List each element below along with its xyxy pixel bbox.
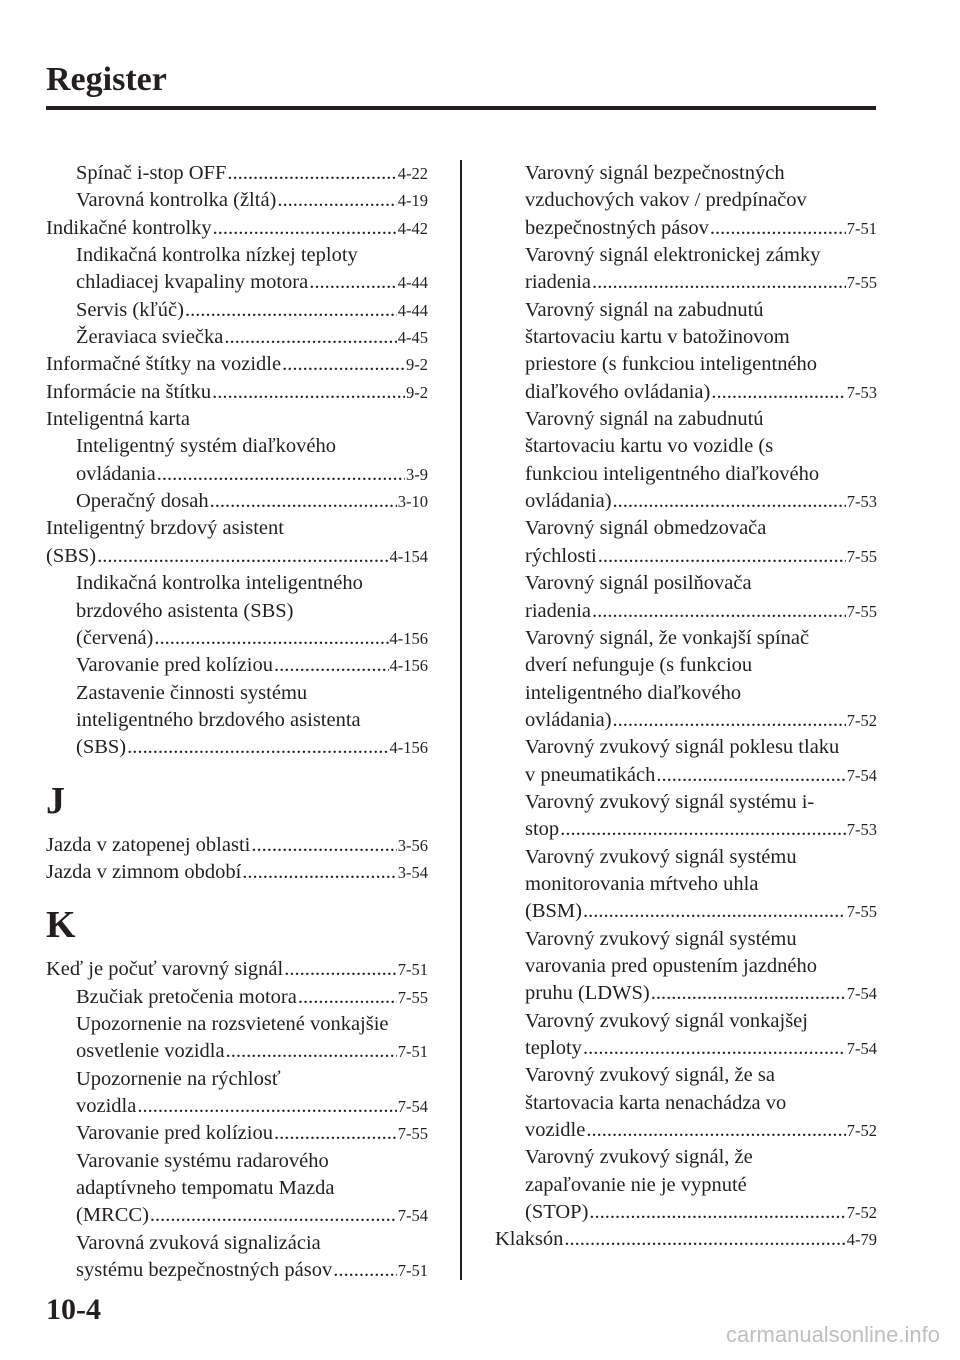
index-entry-text: Indikačné kontrolky (46, 216, 212, 239)
dot-leader (210, 488, 397, 515)
index-entry-line (495, 707, 877, 734)
index-entry-text: Varovný signál na zabudnutú (525, 298, 764, 321)
index-entry-text: dverí nefunguje (s funkciou (525, 654, 753, 677)
dot-leader (154, 625, 388, 652)
dot-leader (564, 1226, 845, 1253)
index-entry-text: Varovný signál posilňovača (525, 572, 752, 595)
index-entry (46, 859, 428, 886)
index-entry-text: osvetlenie vozidla (76, 1040, 225, 1063)
dot-leader (656, 762, 845, 789)
dot-leader (97, 543, 388, 570)
index-entry-text: Varovný zvukový signál vonkajšej (525, 1009, 808, 1032)
page-reference: 7-53 (846, 820, 877, 840)
index-entry-text: monitorovania mŕtveho uhla (525, 872, 759, 895)
index-entry-line (46, 625, 428, 652)
index-entry-line (495, 1117, 877, 1144)
index-entry-line (495, 488, 877, 515)
index-entry-line (495, 379, 877, 406)
page-reference: 4-19 (397, 191, 428, 211)
index-entry-text: ovládania) (525, 490, 612, 513)
index-entry-line (495, 543, 877, 570)
page-reference: 7-54 (846, 765, 877, 785)
index-entry (495, 297, 877, 406)
index-entry (46, 215, 428, 242)
index-entry (495, 1144, 877, 1226)
index-entry-text: ovládania) (525, 708, 612, 731)
dot-leader (583, 898, 846, 925)
index-entry-text: Varovný signál, že vonkajší spínač (525, 626, 810, 649)
index-entry-line (46, 297, 428, 324)
index-entry-text: Varovný zvukový signál, že (525, 1146, 753, 1169)
index-entry-line (46, 734, 428, 761)
dot-leader (282, 351, 405, 378)
index-entry (46, 570, 428, 652)
index-entry-line (46, 984, 428, 1011)
page-reference: 7-51 (397, 1042, 428, 1062)
index-entry (495, 789, 877, 844)
index-entry-line (46, 351, 428, 378)
index-entry-text: Varovný signál na zabudnutú (525, 408, 764, 431)
index-entry-text: Indikačná kontrolka nízkej teploty (76, 244, 358, 267)
index-entry (46, 488, 428, 515)
index-entry-text: Inteligentná karta (46, 408, 191, 431)
index-entry-line (46, 269, 428, 296)
dot-leader (274, 652, 389, 679)
dot-leader (298, 984, 397, 1011)
index-entry-line (46, 956, 428, 983)
index-entry-text: Upozornenie na rozsvietené vonkajšie (76, 1012, 389, 1035)
index-entry (46, 1148, 428, 1230)
index-entry-text: Spínač i-stop OFF (76, 162, 227, 184)
index-entry-text: diaľkového ovládania) (525, 380, 711, 403)
page-reference: 7-53 (846, 382, 877, 402)
page-reference: 3-56 (397, 835, 428, 855)
index-entry-text: (červená) (76, 626, 154, 649)
index-entry-text: Varovný zvukový signál systému i- (525, 790, 815, 813)
dot-leader (226, 1038, 397, 1065)
index-entry-text: brzdového asistenta (SBS) (76, 599, 294, 622)
index-entry-line (495, 598, 877, 625)
index-entry-text: stop (525, 818, 560, 841)
page-reference: 7-53 (846, 492, 877, 512)
index-entry-text: inteligentného diaľkového (525, 681, 742, 704)
index-entry (46, 652, 428, 679)
index-entry-text: Varovný zvukový signál systému (525, 927, 797, 950)
column-divider (460, 160, 462, 1280)
index-entry-line (46, 324, 428, 351)
dot-leader (583, 1035, 846, 1062)
page-reference: 9-2 (406, 382, 428, 402)
dot-leader (150, 1202, 397, 1229)
dot-leader (560, 816, 846, 843)
dot-leader (242, 859, 396, 886)
header-rule (46, 106, 876, 110)
dot-leader (333, 1257, 397, 1284)
index-entry (495, 1226, 877, 1253)
index-entry-line (495, 269, 877, 296)
dot-leader (224, 324, 396, 351)
index-entry (46, 160, 428, 187)
index-entry (495, 160, 877, 242)
index-entry-text: Zastavenie činnosti systému (76, 681, 308, 704)
index-entry-text: Operačný dosah (76, 490, 209, 513)
index-letter-heading: K (46, 904, 76, 947)
dot-leader (137, 1093, 396, 1120)
page-reference: 7-54 (397, 1096, 428, 1116)
page-header-title: Register (46, 61, 167, 98)
index-entry-text: Varovanie systému radarového (76, 1149, 329, 1172)
page-reference: 7-54 (397, 1206, 428, 1226)
index-entry-text: (MRCC) (76, 1204, 149, 1227)
index-entry-text: (STOP) (525, 1201, 589, 1224)
index-entry-line (46, 187, 428, 214)
index-entry-text: Varovný signál bezpečnostných (525, 162, 785, 184)
index-entry (495, 1008, 877, 1063)
index-entry (46, 406, 428, 433)
page-reference: 4-156 (389, 656, 428, 676)
index-entry (495, 406, 877, 515)
dot-leader (157, 461, 405, 488)
index-entry-text: varovania pred opustením jazdného (525, 954, 818, 977)
index-entry-line (46, 1257, 428, 1284)
index-entry (495, 570, 877, 625)
page-reference: 4-79 (846, 1230, 877, 1250)
page-reference: 7-55 (846, 902, 877, 922)
page-reference: 7-55 (846, 273, 877, 293)
index-entry (495, 625, 877, 734)
index-entry (46, 832, 428, 859)
index-entry-text: Indikačná kontrolka inteligentného (76, 572, 363, 595)
index-entry-line (495, 816, 877, 843)
index-entry-text: Inteligentný brzdový asistent (46, 517, 284, 540)
index-entry-text: (SBS) (76, 736, 127, 759)
index-entry-text: inteligentného brzdového asistenta (76, 708, 361, 731)
index-entry (46, 1230, 428, 1285)
index-entry-line (46, 1120, 428, 1147)
index-entry-line (46, 652, 428, 679)
index-entry (46, 324, 428, 351)
index-entry-text: Varovanie pred kolíziou (76, 1122, 273, 1145)
index-entry-line (46, 406, 428, 433)
dot-leader (592, 598, 846, 625)
index-entry-text: Varovný zvukový signál systému (525, 845, 797, 868)
dot-leader (185, 297, 397, 324)
index-entry-text: priestore (s funkciou inteligentného (525, 353, 818, 376)
index-entry-text: ovládania (76, 462, 156, 485)
dot-leader (227, 160, 396, 187)
dot-leader (274, 1120, 397, 1147)
index-entry (46, 1120, 428, 1147)
dot-leader (589, 1199, 845, 1226)
index-entry-text: bezpečnostných pásov (525, 216, 709, 239)
page-reference: 7-51 (846, 218, 877, 238)
index-entry (495, 844, 877, 926)
index-entry (46, 1066, 428, 1121)
index-column-right (495, 160, 877, 1254)
index-entry-text: chladiacej kvapaliny motora (76, 271, 309, 294)
dot-leader (251, 832, 396, 859)
index-entry-text: funkciou inteligentného diaľkového (525, 462, 820, 485)
page-reference: 7-51 (397, 960, 428, 980)
page-reference: 4-44 (397, 300, 428, 320)
page-reference: 3-54 (397, 862, 428, 882)
page-number: 10-4 (46, 1293, 101, 1326)
index-entry-line (46, 1202, 428, 1229)
index-entry-text: vozidle (525, 1119, 586, 1142)
index-entry (46, 297, 428, 324)
dot-leader (309, 269, 397, 296)
page-reference: 7-54 (846, 1039, 877, 1058)
page-reference: 4-156 (389, 738, 428, 758)
index-entry (46, 984, 428, 1011)
index-entry-line (495, 1035, 877, 1062)
index-entry (495, 926, 877, 1008)
index-entry-text: v pneumatikách (525, 763, 656, 786)
dot-leader (212, 379, 405, 406)
index-entry-text: Informácie na štítku (46, 380, 212, 403)
dot-leader (711, 379, 845, 406)
page-reference: 7-54 (846, 984, 877, 1004)
page-reference: 7-51 (397, 1261, 428, 1281)
dot-leader (127, 734, 388, 761)
page-reference: 4-42 (397, 218, 428, 238)
index-entry-text: zapaľovanie nie je vypnuté (525, 1173, 747, 1196)
index-entry (46, 433, 428, 488)
index-entry-line (46, 1038, 428, 1065)
index-entry (46, 956, 428, 983)
page-reference: 4-154 (389, 546, 428, 566)
index-entry (46, 680, 428, 762)
dot-leader (613, 488, 846, 515)
index-entry (495, 242, 877, 297)
dot-leader (598, 543, 846, 570)
dot-leader (710, 215, 846, 242)
index-entry-line (46, 461, 428, 488)
index-entry (46, 351, 428, 378)
index-entry-text: riadenia (525, 271, 592, 294)
index-entry (46, 187, 428, 214)
index-entry-line (46, 543, 428, 570)
dot-leader (592, 269, 846, 296)
index-entry-text: Žeraviaca sviečka (76, 326, 224, 349)
page-reference: 4-44 (397, 273, 428, 293)
index-entry-text: Klaksón (495, 1228, 564, 1251)
index-entry-text: teploty (525, 1037, 582, 1059)
page-reference: 7-55 (846, 601, 877, 621)
index-entry-text: štartovaciu kartu vo vozidle (s (525, 435, 774, 458)
index-entry-text: riadenia (525, 599, 592, 622)
index-entry-text: pruhu (LDWS) (525, 982, 650, 1005)
page-reference: 7-55 (397, 1124, 428, 1144)
page-reference: 7-52 (846, 1203, 877, 1223)
index-entry-text: Varovný signál obmedzovača (525, 517, 767, 540)
page-reference: 3-9 (406, 464, 428, 484)
dot-leader (613, 707, 846, 734)
watermark: carmanualsonline.info (725, 1322, 940, 1347)
index-entry-text: Servis (kľúč) (76, 298, 184, 321)
index-entry-text: (SBS) (46, 544, 97, 567)
index-entry (495, 515, 877, 570)
index-entry-line (46, 832, 428, 859)
page-reference: 3-10 (397, 492, 428, 512)
dot-leader (213, 215, 397, 242)
index-entry-text: Jazda v zatopenej oblasti (46, 833, 251, 856)
index-entry-text: systému bezpečnostných pásov (76, 1259, 333, 1282)
index-entry (495, 734, 877, 789)
page-reference: 9-2 (406, 355, 428, 375)
index-entry-text: Varovná zvuková signalizácia (76, 1231, 321, 1254)
index-entry-line (495, 215, 877, 242)
index-entry-line (46, 160, 428, 187)
index-entry-line (46, 215, 428, 242)
index-entry-text: štartovaciu kartu v batožinovom (525, 326, 790, 349)
index-entry-text: vozidla (76, 1094, 137, 1117)
page-reference: 7-55 (397, 987, 428, 1007)
index-entry (46, 1011, 428, 1066)
index-entry (46, 379, 428, 406)
dot-leader (284, 956, 397, 983)
index-entry-text: Upozornenie na rýchlosť (76, 1067, 281, 1090)
index-entry-line (46, 379, 428, 406)
index-entry-text: Informačné štítky na vozidle (46, 353, 282, 376)
index-entry-line (495, 762, 877, 789)
index-entry-line (495, 898, 877, 925)
index-entry-line (495, 1199, 877, 1226)
index-entry-text: Bzučiak pretočenia motora (76, 985, 297, 1008)
index-entry-line (495, 980, 877, 1007)
index-entry-text: Varovná kontrolka (žltá) (76, 189, 277, 212)
index-entry-text: adaptívneho tempomatu Mazda (76, 1177, 335, 1199)
page-reference: 4-156 (389, 628, 428, 648)
index-entry-text: štartovacia karta nenachádza vo (525, 1091, 787, 1114)
index-entry-text: Varovanie pred kolíziou (76, 654, 273, 677)
index-entry-text: Varovný zvukový signál, že sa (525, 1064, 775, 1087)
index-entry-text: Varovný signál elektronickej zámky (525, 244, 821, 267)
index-entry-text: rýchlosti (525, 544, 597, 567)
index-entry-text: Varovný zvukový signál poklesu tlaku (525, 736, 840, 759)
index-entry-line (46, 488, 428, 515)
dot-leader (651, 980, 846, 1007)
dot-leader (277, 187, 396, 214)
dot-leader (586, 1117, 845, 1144)
index-entry (495, 1062, 877, 1144)
page-reference: 7-55 (846, 546, 877, 566)
index-entry (46, 242, 428, 297)
index-entry-text: Jazda v zimnom období (46, 860, 242, 883)
index-letter-heading: J (46, 779, 65, 822)
page-reference: 7-52 (846, 1121, 877, 1141)
index-entry-text: (BSM) (525, 900, 582, 923)
index-entry-line (495, 1226, 877, 1253)
page-reference: 4-45 (397, 328, 428, 348)
index-entry-text: Inteligentný systém diaľkového (76, 435, 336, 458)
page-reference: 7-52 (846, 710, 877, 730)
index-entry-line (46, 859, 428, 886)
index-entry (46, 515, 428, 570)
index-entry-line (46, 1093, 428, 1120)
index-entry-text: vzduchových vakov / predpínačov (525, 189, 807, 212)
page-reference: 4-22 (397, 164, 428, 183)
index-entry-text: Keď je počuť varovný signál (46, 958, 284, 981)
index-column-left (46, 160, 428, 1284)
